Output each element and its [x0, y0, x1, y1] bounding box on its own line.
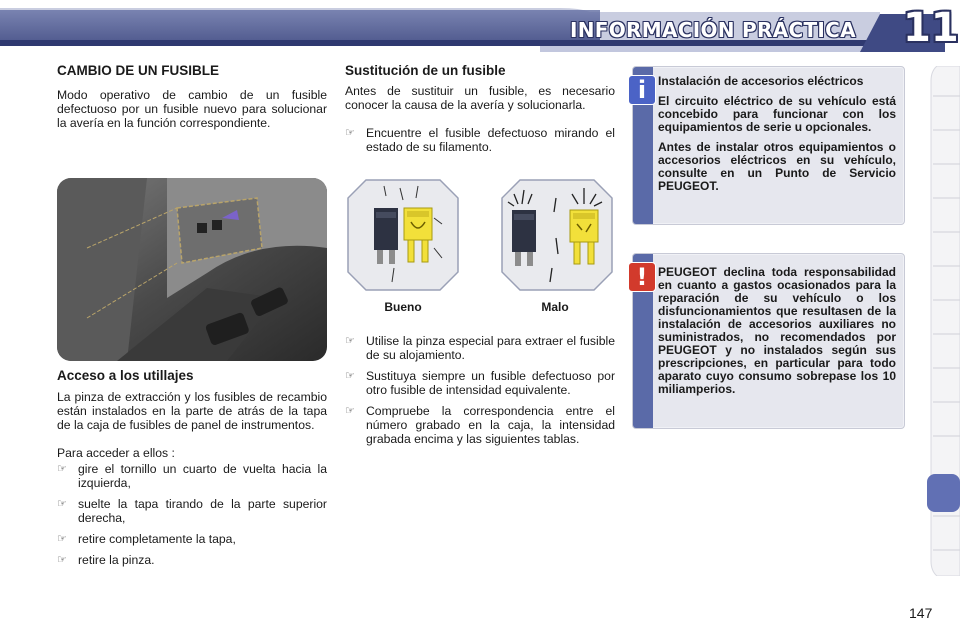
arrow-right-icon: ☞: [57, 533, 67, 545]
access-steps-list: [57, 462, 327, 574]
chapter-tabs[interactable]: [927, 66, 960, 576]
list-item: ☞ retire completamente la tapa,: [57, 532, 236, 546]
info-paragraph-1: El circuito eléctrico de su vehículo está concebido para funcionar con los equipamientos de serie u opcionales.: [658, 94, 896, 134]
arrow-right-icon: ☞: [345, 370, 355, 382]
list-item: ☞ suelte la tapa tirando de la parte superior derecha,: [57, 497, 327, 525]
access-instruction: Para acceder a ellos :: [57, 446, 175, 460]
section-title-fuse-replacement: Sustitución de un fusible: [345, 63, 506, 78]
list-item: ☞ Utilise la pinza especial para extraer el fusible de su alojamiento.: [345, 334, 615, 362]
arrow-right-icon: ☞: [57, 463, 67, 475]
warning-content: [658, 266, 896, 403]
info-content: [658, 75, 896, 200]
arrow-right-icon: ☞: [345, 127, 355, 139]
warning-box-liability: [632, 253, 905, 429]
fuse-bad-illustration: [500, 178, 614, 292]
list-item: ☞ retire la pinza.: [57, 553, 155, 567]
page-number: 147: [909, 605, 933, 621]
warning-text: PEUGEOT declina toda responsabilidad en cuanto a gastos ocasionados para la reparación de su vehículo o los disfuncionamientos que resultasen de la instalación de accesorios auxiliares no suministrados, no recomendados por PEUGEOT y no instalados según sus prescripciones, en particular para todo aparato cuyo consumo sobrepase los 10 miliamperios.: [658, 265, 896, 396]
tools-access-text: La pinza de extracción y los fusibles de recambio están instalados en la parte de atrás de la tapa de la caja de fusibles de panel de instrumentos.: [57, 390, 327, 432]
list-item: ☞ Compruebe la correspondencia entre el número grabado en la caja, la intensidad grabada encima y las siguientes tablas.: [345, 404, 615, 446]
list-item: ☞ gire el tornillo un cuarto de vuelta hacia la izquierda,: [57, 462, 327, 490]
arrow-right-icon: ☞: [57, 554, 67, 566]
info-paragraph-2: Antes de instalar otros equipamientos o accesorios eléctricos en su vehículo, consulte en un Punto de Servicio PEUGEOT.: [658, 140, 896, 193]
section-title-fuse-change: CAMBIO DE UN FUSIBLE: [57, 63, 219, 78]
fuse-replacement-steps-list: [345, 334, 615, 453]
fuse-change-intro: Modo operativo de cambio de un fusible defectuoso por un fusible nuevo para solucionar la avería en la función correspondiente.: [57, 88, 327, 130]
active-chapter-tab: [927, 474, 960, 512]
list-item: ☞ Encuentre el fusible defectuoso mirando el estado de su filamento.: [345, 126, 615, 154]
arrow-right-icon: ☞: [345, 335, 355, 347]
list-item: ☞ Sustituya siempre un fusible defectuoso por otro fusible de intensidad equivalente.: [345, 369, 615, 397]
arrow-right-icon: ☞: [57, 498, 67, 510]
fuse-bad-label: Malo: [541, 300, 569, 314]
info-box-accessories: [632, 66, 905, 225]
chapter-number: 11: [903, 5, 959, 51]
chapter-title: INFORMACIÓN PRÁCTICA: [570, 18, 856, 42]
warning-icon: !: [628, 262, 656, 292]
fuse-replacement-intro: Antes de sustituir un fusible, es necesario conocer la causa de la avería y solucionarla.: [345, 84, 615, 112]
fuse-good-illustration: [346, 178, 460, 292]
fuse-good-label: Bueno: [384, 300, 422, 314]
arrow-right-icon: ☞: [345, 405, 355, 417]
info-title: Instalación de accesorios eléctricos: [658, 74, 864, 88]
section-title-tools-access: Acceso a los utillajes: [57, 368, 194, 383]
fuse-check-list: [345, 126, 615, 161]
info-icon: i: [628, 75, 656, 105]
fusebox-location-photo: [57, 178, 327, 361]
